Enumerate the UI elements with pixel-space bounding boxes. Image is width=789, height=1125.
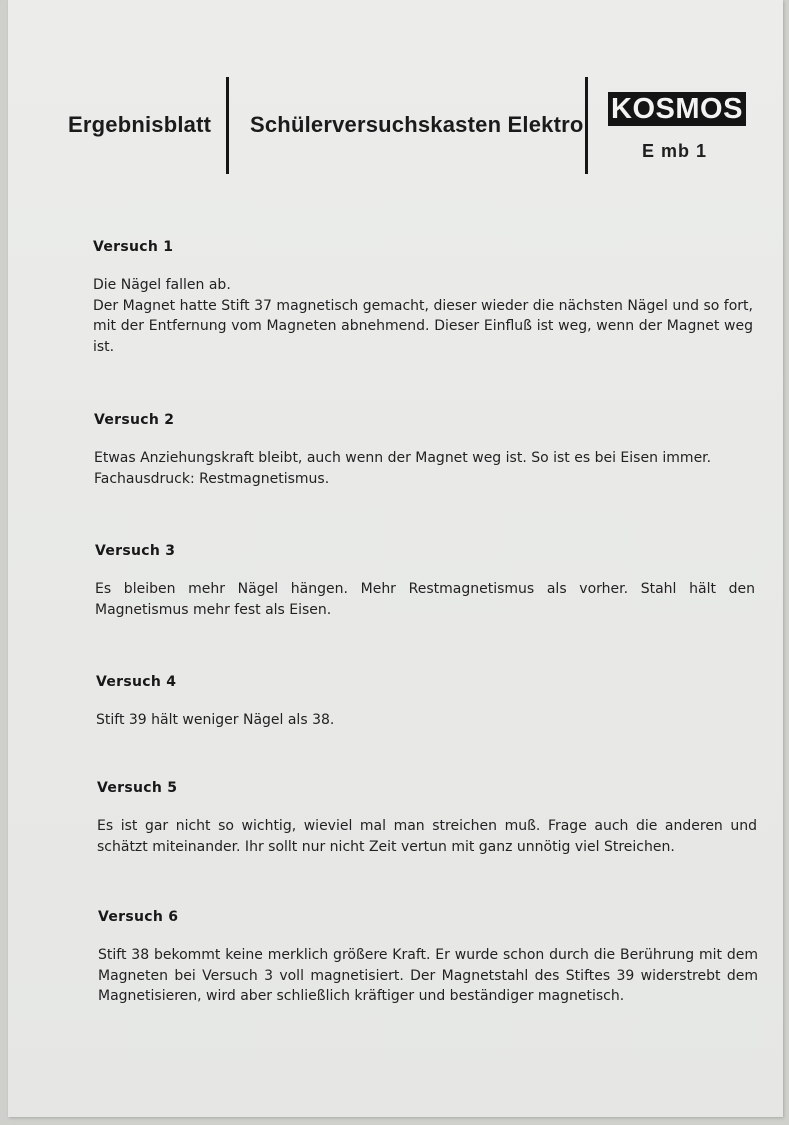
sheet-code: E mb 1 [642,141,708,161]
experiment-heading: Versuch 3 [95,543,176,559]
experiment-text: Die Nägel fallen ab. [93,277,231,293]
result-sheet [8,0,783,1117]
header-divider-right [585,77,588,174]
header-divider-left [226,77,229,174]
experiment-text: Stift 39 hält weniger Nägel als 38. [96,712,335,728]
experiment-3 [95,543,755,620]
experiment-text: Der Magnet hatte Stift 37 magnetisch gemacht, dieser wieder die nächsten Nägel und so fort, mit der Entfernung vom Magneten abnehmend. Dieser Einfluß ist weg, wenn der Magnet weg ist. [93,297,753,355]
experiment-heading: Versuch 2 [94,412,175,428]
kosmos-logo: KOSMOS [608,92,746,126]
experiment-text: Stift 38 bekommt keine merklich größere Kraft. Er wurde schon durch die Berührung mit dem Magneten bei Versuch 3 voll magnetisiert. Der Magnetstahl des Stiftes 39 widerstrebt dem Magnetisieren, wird aber schließlich kräftiger und beständiger magnetisch. [98,947,758,1004]
kit-title: Schülerversuchskasten Elektro [250,112,584,137]
experiment-heading: Versuch 1 [93,239,174,255]
sheet-title: Ergebnisblatt [68,112,212,137]
experiment-heading: Versuch 4 [96,674,177,690]
experiment-5 [97,780,757,857]
experiment-heading: Versuch 5 [97,780,178,796]
experiment-4 [96,674,756,731]
experiment-6 [98,909,758,1007]
experiment-text: Es bleiben mehr Nägel hängen. Mehr Restmagnetismus als vorher. Stahl hält den Magnetismus mehr fest als Eisen. [95,581,755,618]
experiment-1 [93,239,753,357]
experiment-2 [94,412,754,489]
experiment-text: Fachausdruck: Restmagnetismus. [94,470,330,487]
experiment-text: Es ist gar nicht so wichtig, wieviel mal man streichen muß. Frage auch die anderen und schätzt miteinander. Ihr sollt nur nicht Zeit vertun mit ganz unnötig viel Streichen. [97,818,757,855]
experiment-heading: Versuch 6 [98,909,179,925]
experiment-text: Etwas Anziehungskraft bleibt, auch wenn der Magnet weg ist. So ist es bei Eisen immer. [94,450,712,466]
